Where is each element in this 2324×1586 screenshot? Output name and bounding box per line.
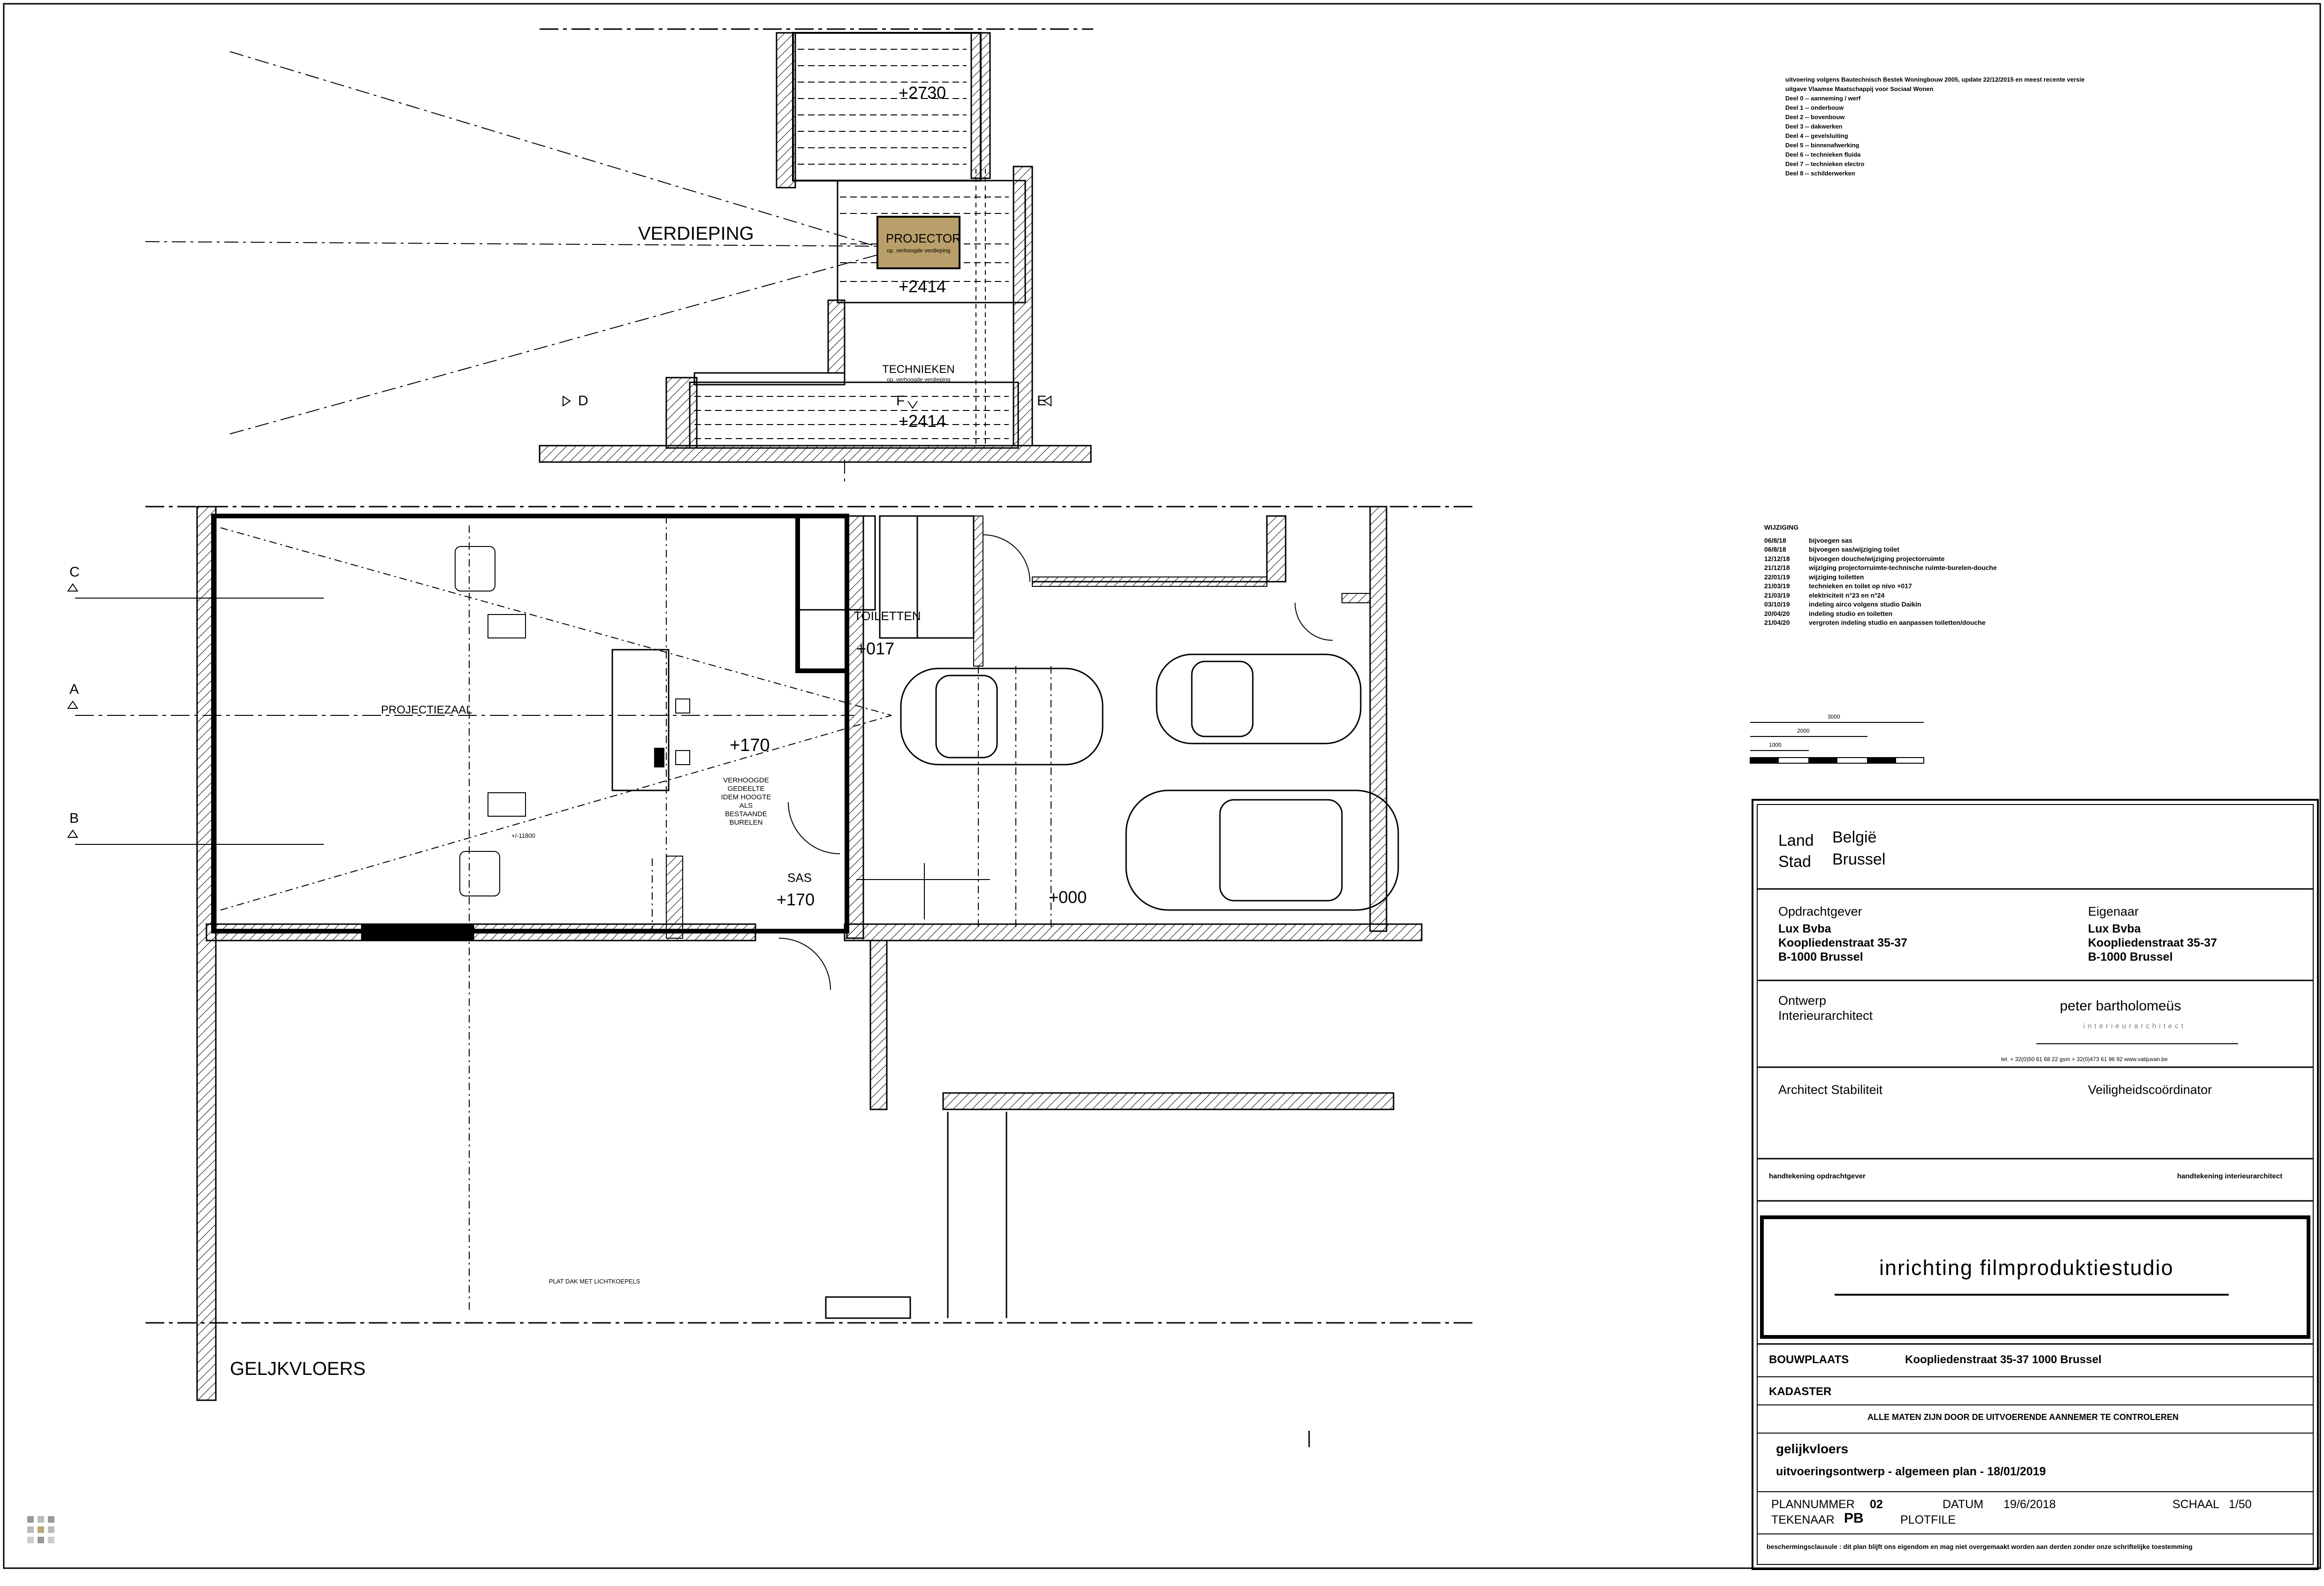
scale-label-2000: 2000 [1797, 728, 1810, 734]
schaal-label: SCHAAL [2172, 1498, 2220, 1511]
section-e-label: E [1037, 393, 1047, 409]
projector-sub-label: op. verhoogde verdieping [887, 247, 951, 254]
revision-row [1764, 609, 1997, 619]
spec-header-2: uitgave Vlaamse Maatschappij voor Sociaal Wonen [1785, 85, 1934, 92]
plan-description: uitvoeringsontwerp - algemeen plan - 18/01/2019 [1776, 1465, 2046, 1478]
revision-text: indeling airco volgens studio Daikin [1809, 600, 1921, 608]
revision-date: 21/03/19 [1764, 591, 1790, 599]
maten-note: ALLE MATEN ZIJN DOOR DE UITVOERENDE AANNEMER TE CONTROLEREN [1867, 1412, 2179, 1422]
eigenaar-label: Eigenaar [2088, 904, 2139, 918]
revision-row [1764, 591, 1997, 600]
land-value: België [1832, 828, 1877, 846]
plat-dak-label: PLAT DAK MET LICHTKOEPELS [549, 1278, 640, 1285]
car-icons [901, 654, 1398, 910]
architect-contact: tel. + 32(0)50 61 68 22 gsm + 32(0)473 61 96 92 www.vatijuvan.be [2001, 1056, 2168, 1062]
revision-row [1764, 600, 1997, 609]
revision-text: bijvoegen douche/wijziging projectorruimte [1809, 554, 1945, 562]
protection-clause: beschermingsclausule : dit plan blijft ons eigendom en mag niet overgemaakt worden aan derden zonder onze schriftelijke toestemming [1767, 1543, 2193, 1550]
spec-item: Deel 5 -- binnenafwerking [1785, 142, 1859, 149]
spec-item: Deel 3 -- dakwerken [1785, 123, 1843, 130]
revision-text: wijziging toiletten [1809, 573, 1864, 581]
verhoogde-line: ALS [739, 802, 753, 810]
revision-date: 06/8/18 [1764, 536, 1786, 544]
revision-text: bijvoegen sas/wijziging toilet [1809, 546, 1899, 553]
level-projectiezaal: +170 [730, 736, 770, 755]
revision-row [1764, 563, 1997, 573]
bouwplaats-label: BOUWPLAATS [1769, 1353, 1849, 1366]
spec-item: Deel 1 -- onderbouw [1785, 104, 1844, 111]
revision-title: WIJZIGING [1764, 524, 1799, 531]
level-sas: +170 [777, 890, 815, 909]
scale-label-3000: 3000 [1828, 713, 1840, 720]
sas-label: SAS [787, 871, 812, 885]
ground-floor-plan [75, 507, 1473, 1447]
revision-table [1764, 523, 1997, 628]
technieken-label: TECHNIEKEN [882, 363, 955, 376]
revision-row [1764, 545, 1997, 554]
eigenaar-line: B-1000 Brussel [2088, 950, 2173, 964]
bouwplaats-value: Koopliedenstraat 35-37 1000 Brussel [1905, 1353, 2102, 1366]
architect-stabiliteit-label: Architect Stabiliteit [1778, 1083, 1883, 1097]
revision-row [1764, 582, 1997, 591]
section-a-label: A [69, 682, 79, 697]
ground-floor-label: GELJKVLOERS [230, 1358, 366, 1379]
land-label: Land [1778, 832, 1814, 850]
section-f-label: F [896, 393, 905, 409]
logo-mark [27, 1516, 54, 1543]
opdrachtgever-label: Opdrachtgever [1778, 904, 1862, 918]
revision-row [1764, 573, 1997, 582]
revision-date: 12/12/18 [1764, 554, 1790, 562]
stad-value: Brussel [1832, 850, 1886, 868]
revision-row [1764, 554, 1997, 564]
architect-name: peter bartholomeüs [2060, 998, 2181, 1014]
spec-item: Deel 2 -- bovenbouw [1785, 114, 1845, 121]
level-projector: +2414 [899, 277, 946, 296]
verhoogde-line: VERHOOGDE [723, 776, 769, 784]
revision-date: 20/04/20 [1764, 609, 1790, 617]
projector-label: PROJECTOR [886, 231, 961, 245]
revision-date: 21/12/18 [1764, 564, 1790, 571]
furniture [455, 546, 690, 896]
section-b-label: B [69, 811, 79, 826]
opdrachtgever-line: Koopliedenstraat 35-37 [1778, 936, 1908, 949]
verhoogde-note [711, 776, 781, 827]
tekenaar-label: TEKENAAR [1771, 1513, 1835, 1526]
spec-item: Deel 8 -- schilderwerken [1785, 170, 1855, 177]
revision-date: 03/10/19 [1764, 600, 1790, 608]
spec-item: Deel 4 -- gevelsluiting [1785, 132, 1848, 139]
spec-notes [1785, 75, 2085, 178]
revision-text: technieken en toilet op nivo +017 [1809, 582, 1912, 590]
revision-date: 06/8/18 [1764, 546, 1786, 553]
revision-row [1764, 618, 1997, 628]
sheet-frame [4, 4, 2320, 1568]
tekenaar-value: PB [1844, 1510, 1864, 1526]
scale-label-1000: 1000 [1769, 742, 1782, 748]
revision-date: 21/04/20 [1764, 619, 1790, 626]
upper-floor-label: VERDIEPING [638, 223, 754, 244]
span-dimension: +/-11800 [511, 832, 535, 839]
verhoogde-line: BESTAANDE [725, 810, 767, 818]
toiletten-label: TOILETTEN [854, 609, 921, 623]
stad-label: Stad [1778, 853, 1811, 871]
opdrachtgever-line: B-1000 Brussel [1778, 950, 1863, 964]
technieken-sub-label: op. verhoogde verdieping [887, 376, 951, 383]
section-c-label: C [69, 564, 80, 580]
ontwerp-label: Ontwerp [1778, 994, 1827, 1008]
section-d-label: D [578, 393, 588, 409]
revision-text: elektriciteit n°23 en n°24 [1809, 591, 1885, 599]
plan-name: gelijkvloers [1776, 1442, 1849, 1456]
verhoogde-line: IDEM HOOGTE [721, 793, 771, 801]
spec-item: Deel 7 -- technieken electro [1785, 160, 1865, 167]
architect-subtitle: interieurarchitect [2083, 1022, 2186, 1030]
revision-text: indeling studio en toiletten [1809, 609, 1893, 617]
veiligheidscoordinator-label: Veiligheidscoördinator [2088, 1083, 2212, 1097]
handtekening-opdrachtgever: handtekening opdrachtgever [1769, 1172, 1866, 1180]
spec-item: Deel 0 -- aanneming / werf [1785, 95, 1861, 102]
eigenaar-line: Lux Bvba [2088, 922, 2141, 935]
interieurarchitect-label: Interieurarchitect [1778, 1009, 1873, 1023]
projectiezaal-label: PROJECTIEZAAL [381, 704, 472, 716]
level-toiletten: +017 [856, 639, 895, 658]
revision-date: 22/01/19 [1764, 573, 1790, 581]
revision-date: 21/03/19 [1764, 582, 1790, 590]
handtekening-interieur: handtekening interieurarchitect [2177, 1172, 2283, 1180]
level-technieken: +2414 [899, 411, 946, 431]
plannummer-value: 02 [1870, 1498, 1883, 1511]
level-garage: +000 [1049, 888, 1087, 907]
datum-label: DATUM [1943, 1498, 1984, 1511]
spec-header: uitvoering volgens Bautechnisch Bestek Woningbouw 2005, update 22/12/2015 en meest recente versie [1785, 76, 2085, 83]
revision-text: vergroten indeling studio en aanpassen toiletten/douche [1809, 619, 1986, 626]
revision-text: bijvoegen sas [1809, 536, 1852, 544]
schaal-value: 1/50 [2229, 1498, 2252, 1511]
datum-value: 19/6/2018 [2004, 1498, 2056, 1511]
opdrachtgever-line: Lux Bvba [1778, 922, 1831, 935]
spec-item: Deel 6 -- technieken fluida [1785, 151, 1861, 158]
project-title: inrichting filmproduktiestudio [1879, 1256, 2174, 1280]
verhoogde-line: GEDEELTE [727, 785, 765, 793]
plannummer-label: PLANNUMMER [1771, 1498, 1855, 1511]
revision-row [1764, 536, 1997, 546]
kadaster-label: KADASTER [1769, 1385, 1832, 1398]
eigenaar-line: Koopliedenstraat 35-37 [2088, 936, 2217, 949]
level-upper-top: +2730 [899, 83, 946, 102]
revision-text: wijziging projectorruimte-technische ruimte-burelen-douche [1809, 564, 1997, 571]
verhoogde-line: BURELEN [729, 819, 763, 827]
plotfile-label: PLOTFILE [1900, 1513, 1956, 1526]
